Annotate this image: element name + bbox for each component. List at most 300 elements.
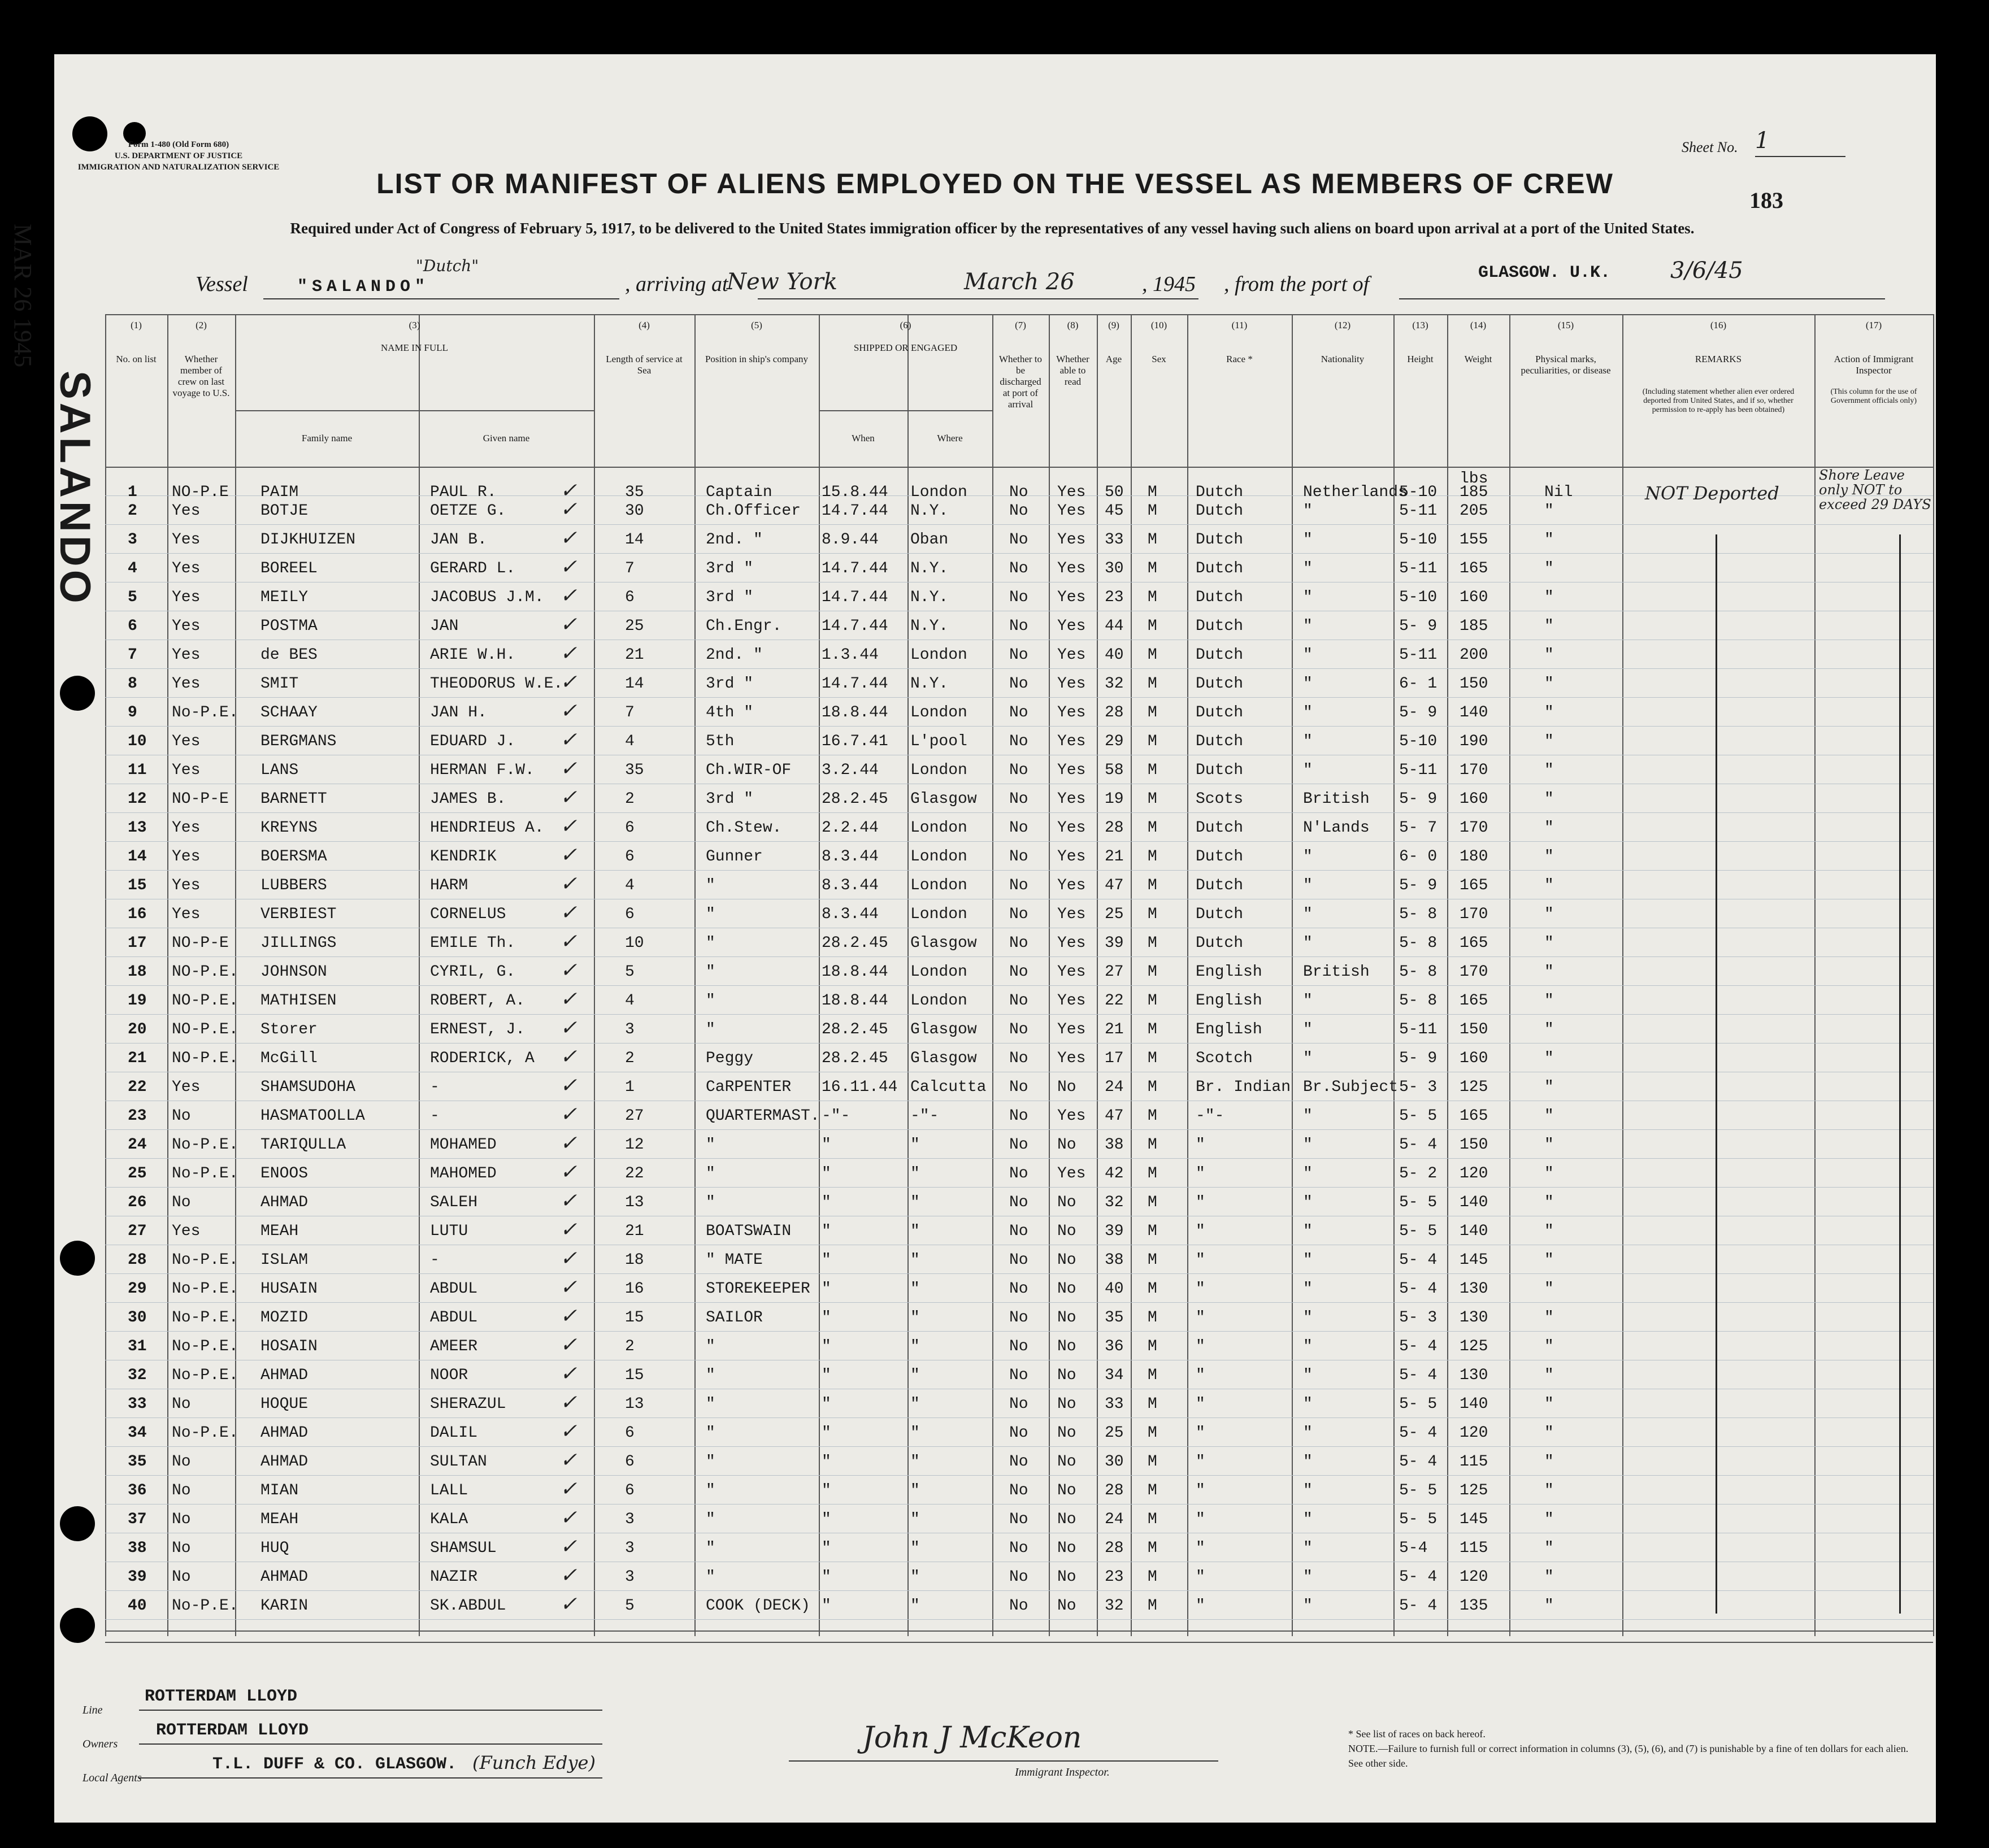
service-years: 15 (625, 1367, 644, 1384)
check-mark: ✓ (560, 1305, 577, 1328)
row-rule (105, 1619, 1933, 1620)
shipped-when: 2.2.44 (822, 819, 879, 837)
weight: 185 (1460, 484, 1488, 501)
height: 5- 9 (1399, 704, 1438, 721)
race: Dutch (1196, 733, 1244, 750)
race: " (1196, 1395, 1205, 1413)
service-years: 15 (625, 1309, 644, 1327)
sheet-number: 1 (1755, 128, 1770, 154)
position: " (706, 1367, 715, 1384)
given-name: DALIL (430, 1424, 478, 1442)
family-name: HASMATOOLLA (260, 1107, 365, 1125)
arrival-port: New York (727, 269, 837, 295)
column-header: SHIPPED OR ENGAGED (853, 342, 958, 353)
inspector-signature: John J McKeon (862, 1721, 1082, 1755)
shipped-when: 28.2.45 (822, 934, 888, 952)
departure-port: GLASGOW. U.K. (1478, 263, 1611, 282)
shipped-where: N.Y. (910, 560, 949, 577)
discharged: No (1009, 1540, 1028, 1557)
able-to-read: No (1057, 1367, 1076, 1384)
able-to-read: Yes (1057, 560, 1086, 577)
height: 5-11 (1399, 762, 1438, 779)
shipped-where: Glasgow (910, 790, 977, 808)
sex: M (1148, 1511, 1157, 1528)
previous-voyage: No (172, 1540, 191, 1557)
age: 40 (1105, 646, 1124, 664)
previous-voyage: No (172, 1395, 191, 1413)
able-to-read: No (1057, 1482, 1076, 1499)
column-number: (9) (1108, 320, 1119, 331)
race: " (1196, 1367, 1205, 1384)
shipped-where: London (910, 963, 967, 981)
previous-voyage: No-P.E. (172, 1424, 238, 1442)
weight: 155 (1460, 531, 1488, 549)
family-name: AHMAD (260, 1194, 309, 1211)
position: CaRPENTER (706, 1079, 792, 1096)
able-to-read: No (1057, 1194, 1076, 1211)
age: 17 (1105, 1050, 1124, 1067)
position: " (706, 963, 715, 981)
height: 5- 4 (1399, 1338, 1438, 1355)
given-name: SULTAN (430, 1453, 487, 1471)
column-header: Position in ship's company (705, 354, 809, 364)
family-name: MEILY (260, 589, 309, 606)
column-rule (1131, 314, 1132, 1636)
row-number: 12 (128, 790, 147, 808)
sex: M (1148, 1079, 1157, 1096)
height: 5- 4 (1399, 1367, 1438, 1384)
service-years: 7 (625, 560, 635, 577)
page-subtitle: Required under Act of Congress of February 5, 1917, to be delivered to the United States immigration officer by the representatives of any vessel having such aliens on board upon arrival at a port of the United States. (290, 220, 1695, 237)
position: 2nd. " (706, 646, 763, 664)
race: Dutch (1196, 618, 1244, 635)
weight: 140 (1460, 1395, 1488, 1413)
previous-voyage: Yes (172, 531, 201, 549)
family-name: HUQ (260, 1540, 289, 1557)
able-to-read: No (1057, 1251, 1076, 1269)
given-name: LALL (430, 1482, 468, 1499)
column-number: (5) (751, 320, 762, 331)
column-header: Physical marks, peculiarities, or disease (1521, 354, 1611, 376)
row-number: 39 (128, 1568, 147, 1586)
column-subheader: Given name (483, 433, 530, 443)
row-number: 16 (128, 906, 147, 923)
physical-marks: " (1544, 1597, 1554, 1615)
check-mark: ✓ (560, 1333, 577, 1356)
physical-marks: " (1544, 906, 1554, 923)
vessel-label: Vessel (196, 272, 248, 296)
row-rule (105, 1475, 1933, 1476)
height: 5- 5 (1399, 1482, 1438, 1499)
position: " (706, 1194, 715, 1211)
discharged: No (1009, 531, 1028, 549)
service-years: 6 (625, 1424, 635, 1442)
sheet-label: Sheet No. (1682, 139, 1738, 155)
check-mark: ✓ (560, 1477, 577, 1501)
nationality: " (1303, 877, 1313, 894)
discharged: No (1009, 560, 1028, 577)
given-name: HENDRIEUS A. (430, 819, 544, 837)
able-to-read: Yes (1057, 877, 1086, 894)
weight: 120 (1460, 1165, 1488, 1182)
physical-marks: " (1544, 877, 1554, 894)
age: 39 (1105, 934, 1124, 952)
weight: 125 (1460, 1482, 1488, 1499)
nationality: " (1303, 560, 1313, 577)
able-to-read: Yes (1057, 531, 1086, 549)
sex: M (1148, 1424, 1157, 1442)
row-number: 26 (128, 1194, 147, 1211)
physical-marks: " (1544, 704, 1554, 721)
service: IMMIGRATION AND NATURALIZATION SERVICE (77, 163, 280, 172)
shipped-when: 14.7.44 (822, 560, 888, 577)
physical-marks: " (1544, 502, 1554, 520)
row-rule (105, 697, 1933, 698)
shipped-where: L'pool (910, 733, 967, 750)
row-rule (105, 1129, 1933, 1130)
shipped-where: London (910, 484, 967, 501)
check-mark: ✓ (560, 930, 577, 953)
previous-voyage: No (172, 1482, 191, 1499)
shipped-where: N.Y. (910, 618, 949, 635)
nationality: " (1303, 1511, 1313, 1528)
check-mark: ✓ (560, 1593, 577, 1616)
sex: M (1148, 1223, 1157, 1240)
discharged: No (1009, 963, 1028, 981)
family-name: ENOOS (260, 1165, 309, 1182)
previous-voyage: No (172, 1453, 191, 1471)
previous-voyage: Yes (172, 848, 201, 866)
row-rule (105, 812, 1933, 813)
row-number: 13 (128, 819, 147, 837)
race: " (1196, 1540, 1205, 1557)
height: 5- 5 (1399, 1107, 1438, 1125)
shipped-where: " (910, 1280, 920, 1298)
row-number: 31 (128, 1338, 147, 1355)
family-name: BOREEL (260, 560, 318, 577)
discharged: No (1009, 819, 1028, 837)
weight: 150 (1460, 1136, 1488, 1154)
family-name: Storer (260, 1021, 318, 1038)
row-number: 36 (128, 1482, 147, 1499)
race: Br. Indian (1196, 1079, 1291, 1096)
service-years: 6 (625, 589, 635, 606)
service-years: 6 (625, 1453, 635, 1471)
weight: 140 (1460, 1194, 1488, 1211)
service-years: 22 (625, 1165, 644, 1182)
column-header: No. on list (116, 354, 157, 364)
age: 24 (1105, 1079, 1124, 1096)
shipped-when: " (822, 1251, 831, 1269)
nationality: " (1303, 906, 1313, 923)
able-to-read: Yes (1057, 762, 1086, 779)
able-to-read: No (1057, 1511, 1076, 1528)
nationality: " (1303, 1482, 1313, 1499)
service-years: 16 (625, 1280, 644, 1298)
previous-voyage: No-P.E. (172, 1280, 238, 1298)
check-mark: ✓ (560, 584, 577, 607)
discharged: No (1009, 1050, 1028, 1067)
physical-marks: " (1544, 1223, 1554, 1240)
nationality: " (1303, 934, 1313, 952)
nationality: " (1303, 646, 1313, 664)
shipped-where: " (910, 1194, 920, 1211)
sex: M (1148, 1309, 1157, 1327)
height: 5- 4 (1399, 1280, 1438, 1298)
check-mark: ✓ (560, 1535, 577, 1558)
age: 58 (1105, 762, 1124, 779)
race: Dutch (1196, 934, 1244, 952)
line-label: Line (82, 1704, 103, 1716)
arrival-year: , 1945 (1142, 272, 1196, 296)
height: 5- 4 (1399, 1597, 1438, 1615)
discharged: No (1009, 1424, 1028, 1442)
physical-marks: " (1544, 1280, 1554, 1298)
column-number: (8) (1067, 320, 1079, 331)
date-stamp: MAR 26 1945 (9, 224, 37, 368)
race: Dutch (1196, 560, 1244, 577)
family-name: PAIM (260, 484, 299, 501)
service-years: 12 (625, 1136, 644, 1154)
row-number: 18 (128, 963, 147, 981)
discharged: No (1009, 1107, 1028, 1125)
race: Dutch (1196, 704, 1244, 721)
family-name: AHMAD (260, 1367, 309, 1384)
check-mark: ✓ (560, 728, 577, 751)
age: 38 (1105, 1136, 1124, 1154)
row-number: 22 (128, 1079, 147, 1096)
row-number: 7 (128, 646, 137, 664)
column-rule (1393, 314, 1395, 1636)
race: Dutch (1196, 589, 1244, 606)
age: 25 (1105, 906, 1124, 923)
height: 5- 8 (1399, 934, 1438, 952)
header-divider (819, 410, 992, 411)
check-mark: ✓ (560, 1045, 577, 1068)
nationality: Netherlands (1303, 484, 1408, 501)
column-rule (1933, 314, 1934, 1636)
able-to-read: Yes (1057, 618, 1086, 635)
service-years: 6 (625, 848, 635, 866)
sex: M (1148, 1280, 1157, 1298)
punch-hole (60, 1506, 95, 1541)
column-number: (1) (131, 320, 142, 331)
shipped-when: 8.3.44 (822, 906, 879, 923)
age: 44 (1105, 618, 1124, 635)
discharged: No (1009, 502, 1028, 520)
given-name: - (430, 1107, 440, 1125)
physical-marks: " (1544, 589, 1554, 606)
age: 32 (1105, 1194, 1124, 1211)
check-mark: ✓ (560, 843, 577, 867)
row-rule (105, 1504, 1933, 1505)
height: 5- 5 (1399, 1194, 1438, 1211)
position: " (706, 1568, 715, 1586)
service-years: 2 (625, 790, 635, 808)
sex: M (1148, 762, 1157, 779)
race: " (1196, 1453, 1205, 1471)
physical-marks: " (1544, 1309, 1554, 1327)
family-name: KARIN (260, 1597, 309, 1615)
check-mark: ✓ (560, 959, 577, 982)
discharged: No (1009, 906, 1028, 923)
sex: M (1148, 906, 1157, 923)
shipped-when: 28.2.45 (822, 790, 888, 808)
previous-voyage: Yes (172, 762, 201, 779)
position: " (706, 992, 715, 1010)
physical-marks: " (1544, 1482, 1554, 1499)
row-number: 21 (128, 1050, 147, 1067)
column-number: (16) (1710, 320, 1727, 331)
sex: M (1148, 1568, 1157, 1586)
physical-marks: " (1544, 819, 1554, 837)
shipped-when: " (822, 1511, 831, 1528)
owners-value: ROTTERDAM LLOYD (156, 1721, 309, 1740)
service-years: 25 (625, 618, 644, 635)
given-name: ABDUL (430, 1309, 478, 1327)
sex: M (1148, 790, 1157, 808)
column-rule (1049, 314, 1050, 1636)
previous-voyage: No-P.E. (172, 704, 238, 721)
service-years: 14 (625, 675, 644, 693)
age: 22 (1105, 992, 1124, 1010)
age: 28 (1105, 704, 1124, 721)
given-name: EMILE Th. (430, 934, 516, 952)
shipped-when: 15.8.44 (822, 484, 888, 501)
service-years: 1 (625, 1079, 635, 1096)
race: English (1196, 963, 1262, 981)
weight: 120 (1460, 1568, 1488, 1586)
shipped-where: " (910, 1223, 920, 1240)
sex: M (1148, 1194, 1157, 1211)
departure-date: 3/6/45 (1670, 258, 1743, 284)
able-to-read: Yes (1057, 502, 1086, 520)
row-number: 3 (128, 531, 137, 549)
previous-voyage: Yes (172, 560, 201, 577)
nationality: British (1303, 790, 1370, 808)
service-years: 35 (625, 762, 644, 779)
family-name: TARIQULLA (260, 1136, 346, 1154)
nationality: " (1303, 1050, 1313, 1067)
physical-marks: " (1544, 1540, 1554, 1557)
height: 5- 9 (1399, 790, 1438, 808)
able-to-read: No (1057, 1568, 1076, 1586)
previous-voyage: No-P.E. (172, 1367, 238, 1384)
check-mark: ✓ (560, 757, 577, 780)
shipped-when: " (822, 1367, 831, 1384)
weight: 130 (1460, 1280, 1488, 1298)
height: 5- 4 (1399, 1251, 1438, 1269)
discharged: No (1009, 934, 1028, 952)
row-rule (105, 1331, 1933, 1332)
check-mark: ✓ (560, 1506, 577, 1529)
row-number: 4 (128, 560, 137, 577)
age: 23 (1105, 1568, 1124, 1586)
physical-marks: " (1544, 790, 1554, 808)
sex: M (1148, 877, 1157, 894)
column-rule (1622, 314, 1623, 1636)
age: 32 (1105, 1597, 1124, 1615)
previous-voyage: NO-P.E (172, 484, 229, 501)
race: Dutch (1196, 531, 1244, 549)
race: " (1196, 1482, 1205, 1499)
given-name: HARM (430, 877, 468, 894)
given-name: SHERAZUL (430, 1395, 506, 1413)
previous-voyage: NO-P.E. (172, 963, 238, 981)
check-mark: ✓ (560, 613, 577, 636)
check-mark: ✓ (560, 1362, 577, 1385)
weight: 170 (1460, 963, 1488, 981)
physical-marks: " (1544, 1453, 1554, 1471)
department: U.S. DEPARTMENT OF JUSTICE (114, 151, 243, 160)
row-number: 17 (128, 934, 147, 952)
check-mark: ✓ (560, 1016, 577, 1040)
shipped-where: " (910, 1424, 920, 1442)
able-to-read: No (1057, 1280, 1076, 1298)
able-to-read: Yes (1057, 906, 1086, 923)
position: Gunner (706, 848, 763, 866)
shipped-where: " (910, 1482, 920, 1499)
service-years: 21 (625, 1223, 644, 1240)
row-number: 8 (128, 675, 137, 693)
previous-voyage: Yes (172, 877, 201, 894)
able-to-read: Yes (1057, 1165, 1086, 1182)
position: Peggy (706, 1050, 754, 1067)
age: 47 (1105, 877, 1124, 894)
position: 3rd " (706, 675, 754, 693)
shipped-where: " (910, 1367, 920, 1384)
given-name: ROBERT, A. (430, 992, 526, 1010)
row-rule (105, 841, 1933, 842)
check-mark: ✓ (560, 1189, 577, 1212)
physical-marks: " (1544, 560, 1554, 577)
shipped-where: London (910, 819, 967, 837)
sex: M (1148, 1482, 1157, 1499)
check-mark: ✓ (560, 479, 577, 502)
check-mark: ✓ (560, 642, 577, 665)
sex: M (1148, 1367, 1157, 1384)
height: 5- 3 (1399, 1309, 1438, 1327)
position: Ch.Engr. (706, 618, 782, 635)
nationality: British (1303, 963, 1370, 981)
column-header: Weight (1464, 354, 1492, 364)
agents-handwritten: (Funch Edye) (472, 1752, 596, 1773)
age: 28 (1105, 1540, 1124, 1557)
ditto-stroke (1716, 534, 1717, 1614)
physical-marks: " (1544, 733, 1554, 750)
weight: 165 (1460, 560, 1488, 577)
height: 5- 7 (1399, 819, 1438, 837)
service-years: 6 (625, 906, 635, 923)
weight: 170 (1460, 762, 1488, 779)
able-to-read: Yes (1057, 704, 1086, 721)
nationality: " (1303, 1251, 1313, 1269)
physical-marks: " (1544, 992, 1554, 1010)
check-mark: ✓ (560, 1276, 577, 1299)
nationality: " (1303, 1280, 1313, 1298)
given-name: MAHOMED (430, 1165, 497, 1182)
physical-marks: " (1544, 1424, 1554, 1442)
column-header: Age (1105, 354, 1122, 364)
race: Dutch (1196, 848, 1244, 866)
family-name: MIAN (260, 1482, 299, 1499)
given-name: OETZE G. (430, 502, 506, 520)
physical-marks: " (1544, 1050, 1554, 1067)
row-rule (105, 1590, 1933, 1591)
discharged: No (1009, 1079, 1028, 1096)
discharged: No (1009, 877, 1028, 894)
sex: M (1148, 560, 1157, 577)
